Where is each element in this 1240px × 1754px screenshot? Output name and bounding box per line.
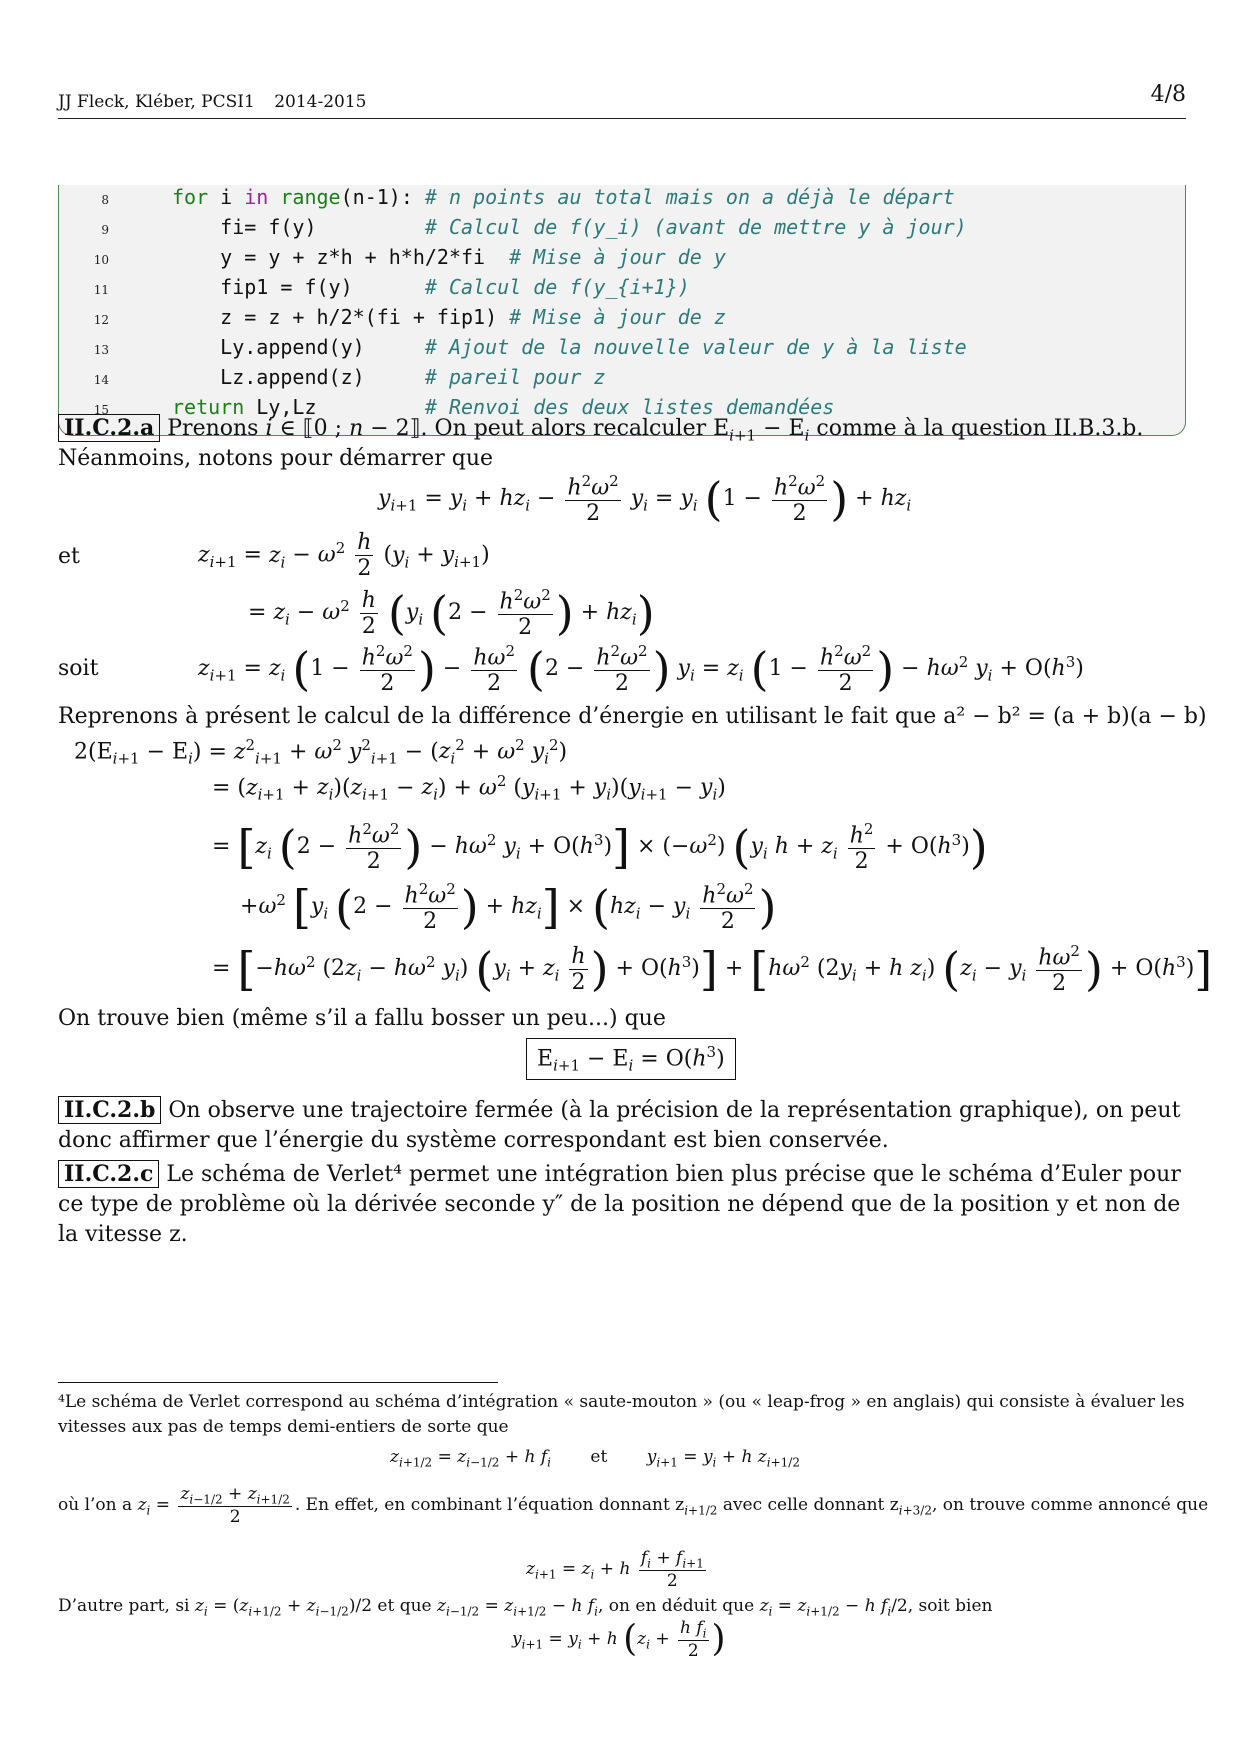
line-number: 8: [101, 193, 109, 207]
code-text: fip1 = f(y) # Calcul de f(y_{i+1}): [172, 275, 690, 299]
code-text: Lz.append(z) # pareil pour z: [172, 365, 606, 389]
line-number: 12: [93, 313, 109, 327]
result-box: $E_{i+1} - E_i = O(h^3)$: [526, 1038, 736, 1080]
footnote-text2: où l’on a $z_i$ = $\frac{z_{i-1/2} + z_{i+1/2}}{2}$ . En effet, en combinant l’équation donnant $z_{i+1/2}$ avec celle donnant $z_{i+3/2}$, on trouve comme annoncé que: [58, 1484, 1209, 1528]
page-number: 4/8: [1150, 82, 1186, 107]
line-number: 13: [93, 343, 109, 357]
footnote-text3: D’autre part, si $z_i = (z_{i+1/2} + z_{i-1/2})/2$ et que $z_{i-1/2} = z_{i+1/2} - h$ $f_i$, on en déduit que $z_i = z_{i+1/2} - h$ $f_i/2$, soit bien: [58, 1596, 993, 1619]
section-label-b: II.C.2.b: [58, 1096, 161, 1124]
section-a-intro: II.C.2.a Prenons i ∈ ⟦0 ; n − 2⟧. On peut alors recalculer $E_{i+1} - E_i$ comme à la question II.B.3.b.: [58, 414, 1188, 450]
line-number: 15: [93, 403, 109, 417]
footnote-eq2: $z_{i+1} = z_i + h$ $\frac{f_i + f_{i+1}}{2}$: [526, 1548, 704, 1592]
code-listing: [58, 185, 1186, 436]
section-label-a: II.C.2.a: [58, 414, 160, 442]
line-number: 11: [93, 283, 109, 297]
text-on-trouve: On trouve bien (même s’il a fallu bosser un peu...) que: [58, 1006, 666, 1031]
section-c: II.C.2.c Le schéma de Verlet⁴ permet une intégration bien plus précise que le schéma d’Euler pour ce type de problème où la dérivée seconde y″ de la position ne dépend que de la position y et non de la vitesse z.: [58, 1161, 1181, 1247]
code-text: return Ly,Lz # Renvoi des deux listes demandées: [172, 395, 835, 419]
code-text: for i in range(n-1): # n points au total mais on a déjà le départ: [172, 185, 955, 209]
footnote-eq3: $y_{i+1} = y_i + h$ ($z_i$ + $\frac{h f_i}{2}$ ): [512, 1618, 726, 1662]
code-text: z = z + h/2*(fi + fip1) # Mise à jour de z: [172, 305, 726, 329]
energy-eq-4: $+\omega^2$ [$y_i$ (2 − $\frac{h^2\omega^2}{2}$ ) + $hz_i] \times (hz_i - y_i$ $\frac{h^2\omega^2}{2}$ ): [240, 880, 777, 935]
energy-eq-2: = $(z_{i+1} + z_i)(z_{i+1} - z_i) + \omega^2$ $(y_{i+1} + y_i)(y_{i+1} - y_i)$: [212, 772, 726, 804]
line-number: 9: [101, 223, 109, 237]
equation-z1: $z_{i+1} = z_i - \omega^2$ $\frac{h}{2}$ $(y_i + y_{i+1})$: [198, 530, 490, 581]
header-rule: [58, 118, 1186, 119]
line-number: 10: [93, 253, 109, 267]
section-b: II.C.2.b On observe une trajectoire fermée (à la précision de la représentation graphique), on peut donc affirmer que l’énergie du système correspondant est bien conservée.: [58, 1097, 1181, 1153]
line-number: 14: [93, 373, 109, 387]
energy-eq-3: = [$z_i$ (2 − $\frac{h^2\omega^2}{2}$ ) − $h\omega^2$ $y_i + O(h^3)] \times (-\omega^2)$ ($y_i$ $h + z_i$ $\frac{h^2}{2}$ + $O(h^3)$): [212, 820, 988, 875]
label-soit: soit: [58, 656, 99, 681]
label-et: et: [58, 544, 80, 569]
text-reprenons: Reprenons à présent le calcul de la différence d’énergie en utilisant le fait que a² − b² = (a + b)(a − b): [58, 704, 1207, 729]
section-a-text2: Néanmoins, notons pour démarrer que: [58, 446, 494, 471]
section-label-c: II.C.2.c: [58, 1160, 159, 1188]
code-text: Ly.append(y) # Ajout de la nouvelle valeur de y à la liste: [172, 335, 967, 359]
equation-z3: $z_{i+1} = z_i$ (1 − $\frac{h^2\omega^2}{2}$ ) − $\frac{h\omega^2}{2}$ (2 − $\frac{h^2\omega^2}{2}$ ) $y_i = z_i$ (1 − $\frac{h^2\omega^2}{2}$ ) − $h\omega^2$ $y_i + O(h^3)$: [198, 642, 1084, 697]
footnote-rule: [58, 1382, 498, 1383]
energy-eq-1: $2(E_{i+1} - E_i) = z^2_{i+1} + \omega^2$ $y^2_{i+1} - (z_i^2 + \omega^2$ $y_i^2$): [74, 736, 568, 768]
code-text: fi= f(y) # Calcul de f(y_i) (avant de mettre y à jour): [172, 215, 967, 239]
equation-y: $y_{i+1} = y_i + hz_i$ − $\frac{h^2\omega^2}{2}$ $y_i = y_i$ (1 − $\frac{h^2\omega^2}{2}$ ) + $hz_i$: [378, 472, 912, 527]
code-text: y = y + z*h + h*h/2*fi # Mise à jour de y: [172, 245, 726, 269]
equation-z2: = $z_i - \omega^2$ $\frac{h}{2}$ ($y_i$ (2 − $\frac{h^2\omega^2}{2}$ ) + $hz_i$): [248, 586, 655, 641]
energy-eq-5: = [$-h\omega^2$ ($2z_i - h\omega^2$ $y_i$) ($y_i + z_i$ $\frac{h}{2}$ ) + $O(h^3)] + [h\omega^2$ ($2y_i + h$ $z_i$) ($z_i - y_i$ $\frac{h\omega^2}{2}$ ) + $O(h^3)$]: [212, 942, 1213, 997]
footnote-text1: ⁴Le schéma de Verlet correspond au schéma d’intégration « saute-mouton » (ou « leap-frog » en anglais) qui consiste à évaluer les vitesses aux pas de temps demi-entiers de sorte que: [58, 1392, 1185, 1437]
header-author: JJ Fleck, Kléber, PCSI1 2014-2015: [58, 92, 367, 112]
footnote-eq1: $z_{i+1/2} = z_{i-1/2} + h$ $f_i$ et $y_{i+1} = y_i + h$ $z_{i+1/2}$: [390, 1447, 800, 1470]
